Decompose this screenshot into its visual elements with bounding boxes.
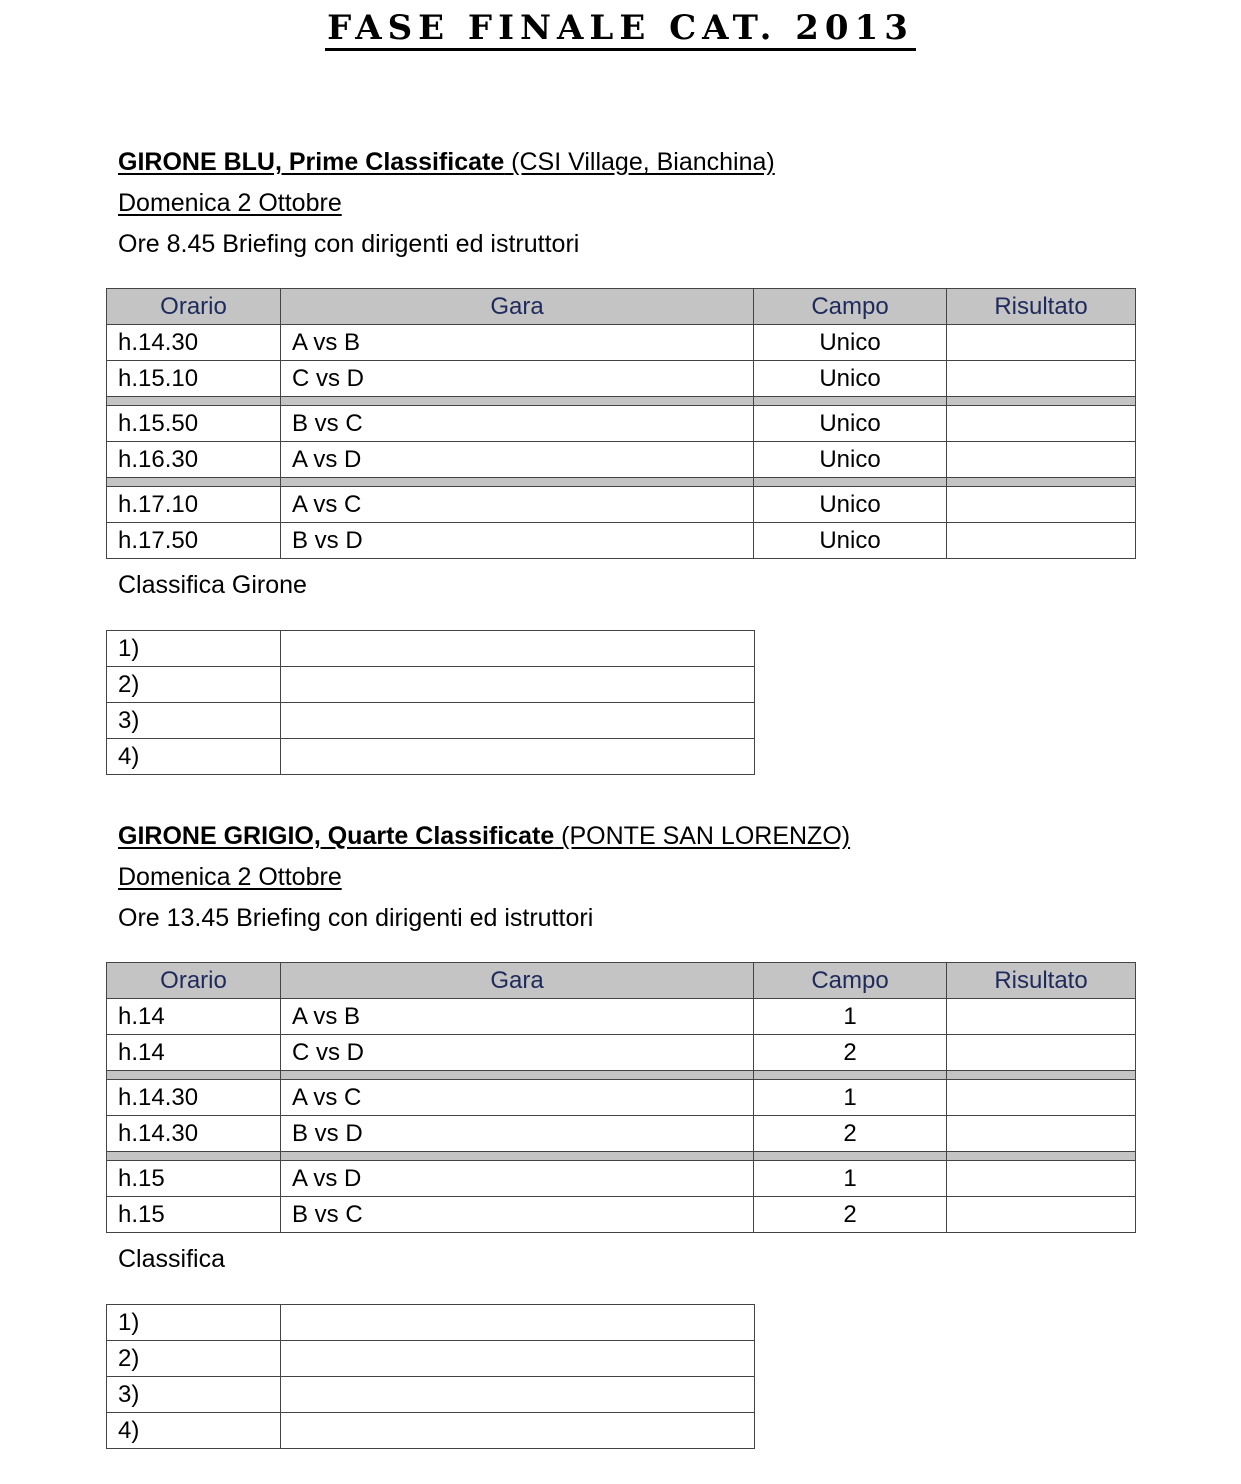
match-result xyxy=(947,1035,1136,1071)
match-result xyxy=(947,442,1136,478)
match-teams: B vs C xyxy=(281,406,754,442)
match-teams: A vs B xyxy=(281,325,754,361)
schedule-table xyxy=(106,962,1136,1233)
ranking-row xyxy=(107,667,755,703)
match-time: h.17.50 xyxy=(107,523,281,559)
match-result xyxy=(947,1116,1136,1152)
match-field: Unico xyxy=(754,406,947,442)
ranking-team xyxy=(281,1413,755,1449)
document-title-wrap xyxy=(0,8,1241,51)
match-time: h.14 xyxy=(107,1035,281,1071)
ranking-team xyxy=(281,1305,755,1341)
table-row xyxy=(107,523,1136,559)
table-row xyxy=(107,487,1136,523)
match-teams: C vs D xyxy=(281,361,754,397)
schedule-table xyxy=(106,288,1136,559)
group-heading xyxy=(118,821,850,851)
match-result xyxy=(947,325,1136,361)
match-field: Unico xyxy=(754,523,947,559)
match-teams: B vs D xyxy=(281,523,754,559)
ranking-team xyxy=(281,631,755,667)
ranking-position: 3) xyxy=(107,1377,281,1413)
separator-row xyxy=(107,397,1136,406)
group-date: Domenica 2 Ottobre xyxy=(118,863,342,891)
match-time: h.16.30 xyxy=(107,442,281,478)
document-title: FASE FINALE CAT. 2013 xyxy=(325,8,916,51)
column-header-orario: Orario xyxy=(107,963,281,999)
match-time: h.14.30 xyxy=(107,1116,281,1152)
ranking-position: 4) xyxy=(107,1413,281,1449)
group-briefing: Ore 13.45 Briefing con dirigenti ed istruttori xyxy=(118,904,594,932)
column-header-risultato: Risultato xyxy=(947,963,1136,999)
match-time: h.15.10 xyxy=(107,361,281,397)
match-result xyxy=(947,361,1136,397)
column-header-campo: Campo xyxy=(754,963,947,999)
ranking-row xyxy=(107,739,755,775)
ranking-row xyxy=(107,1413,755,1449)
match-field: Unico xyxy=(754,325,947,361)
match-time: h.17.10 xyxy=(107,487,281,523)
group-heading xyxy=(118,147,775,177)
match-time: h.14 xyxy=(107,999,281,1035)
match-result xyxy=(947,523,1136,559)
match-time: h.14.30 xyxy=(107,325,281,361)
ranking-team xyxy=(281,667,755,703)
match-result xyxy=(947,1197,1136,1233)
table-row xyxy=(107,1116,1136,1152)
match-teams: A vs D xyxy=(281,1161,754,1197)
separator-row xyxy=(107,1152,1136,1161)
match-teams: B vs C xyxy=(281,1197,754,1233)
match-time: h.15 xyxy=(107,1197,281,1233)
group-heading-bold: GIRONE GRIGIO, Quarte Classificate xyxy=(118,822,555,850)
match-result xyxy=(947,406,1136,442)
ranking-table xyxy=(106,1304,755,1449)
ranking-team xyxy=(281,1377,755,1413)
match-field: 1 xyxy=(754,999,947,1035)
group-briefing: Ore 8.45 Briefing con dirigenti ed istruttori xyxy=(118,230,580,258)
separator-row xyxy=(107,478,1136,487)
match-teams: B vs D xyxy=(281,1116,754,1152)
ranking-position: 4) xyxy=(107,739,281,775)
table-row xyxy=(107,1161,1136,1197)
match-teams: A vs B xyxy=(281,999,754,1035)
match-teams: A vs D xyxy=(281,442,754,478)
match-field: 2 xyxy=(754,1116,947,1152)
column-header-gara: Gara xyxy=(281,289,754,325)
table-row xyxy=(107,361,1136,397)
table-header-row xyxy=(107,289,1136,325)
table-row xyxy=(107,1197,1136,1233)
match-field: Unico xyxy=(754,442,947,478)
ranking-row xyxy=(107,1341,755,1377)
match-result xyxy=(947,999,1136,1035)
separator-row xyxy=(107,1071,1136,1080)
table-row xyxy=(107,999,1136,1035)
ranking-label: Classifica Girone xyxy=(118,571,307,599)
match-field: Unico xyxy=(754,487,947,523)
match-time: h.15.50 xyxy=(107,406,281,442)
match-field: Unico xyxy=(754,361,947,397)
table-row xyxy=(107,325,1136,361)
group-date: Domenica 2 Ottobre xyxy=(118,189,342,217)
ranking-label: Classifica xyxy=(118,1245,225,1273)
ranking-position: 1) xyxy=(107,1305,281,1341)
match-result xyxy=(947,487,1136,523)
ranking-row xyxy=(107,703,755,739)
ranking-row xyxy=(107,1305,755,1341)
column-header-orario: Orario xyxy=(107,289,281,325)
match-field: 2 xyxy=(754,1197,947,1233)
match-teams: C vs D xyxy=(281,1035,754,1071)
ranking-row xyxy=(107,1377,755,1413)
match-result xyxy=(947,1161,1136,1197)
ranking-position: 2) xyxy=(107,667,281,703)
match-field: 1 xyxy=(754,1080,947,1116)
match-result xyxy=(947,1080,1136,1116)
match-time: h.14.30 xyxy=(107,1080,281,1116)
group-heading-location: (PONTE SAN LORENZO) xyxy=(554,822,851,850)
ranking-team xyxy=(281,703,755,739)
match-teams: A vs C xyxy=(281,487,754,523)
column-header-campo: Campo xyxy=(754,289,947,325)
column-header-gara: Gara xyxy=(281,963,754,999)
table-row xyxy=(107,406,1136,442)
match-field: 2 xyxy=(754,1035,947,1071)
ranking-team xyxy=(281,739,755,775)
table-row xyxy=(107,1035,1136,1071)
group-heading-bold: GIRONE BLU, Prime Classificate xyxy=(118,148,505,176)
ranking-table xyxy=(106,630,755,775)
table-row xyxy=(107,442,1136,478)
ranking-position: 2) xyxy=(107,1341,281,1377)
ranking-position: 1) xyxy=(107,631,281,667)
ranking-team xyxy=(281,1341,755,1377)
match-time: h.15 xyxy=(107,1161,281,1197)
column-header-risultato: Risultato xyxy=(947,289,1136,325)
group-heading-location: (CSI Village, Bianchina) xyxy=(504,148,775,176)
ranking-position: 3) xyxy=(107,703,281,739)
table-header-row xyxy=(107,963,1136,999)
match-field: 1 xyxy=(754,1161,947,1197)
match-teams: A vs C xyxy=(281,1080,754,1116)
ranking-row xyxy=(107,631,755,667)
table-row xyxy=(107,1080,1136,1116)
